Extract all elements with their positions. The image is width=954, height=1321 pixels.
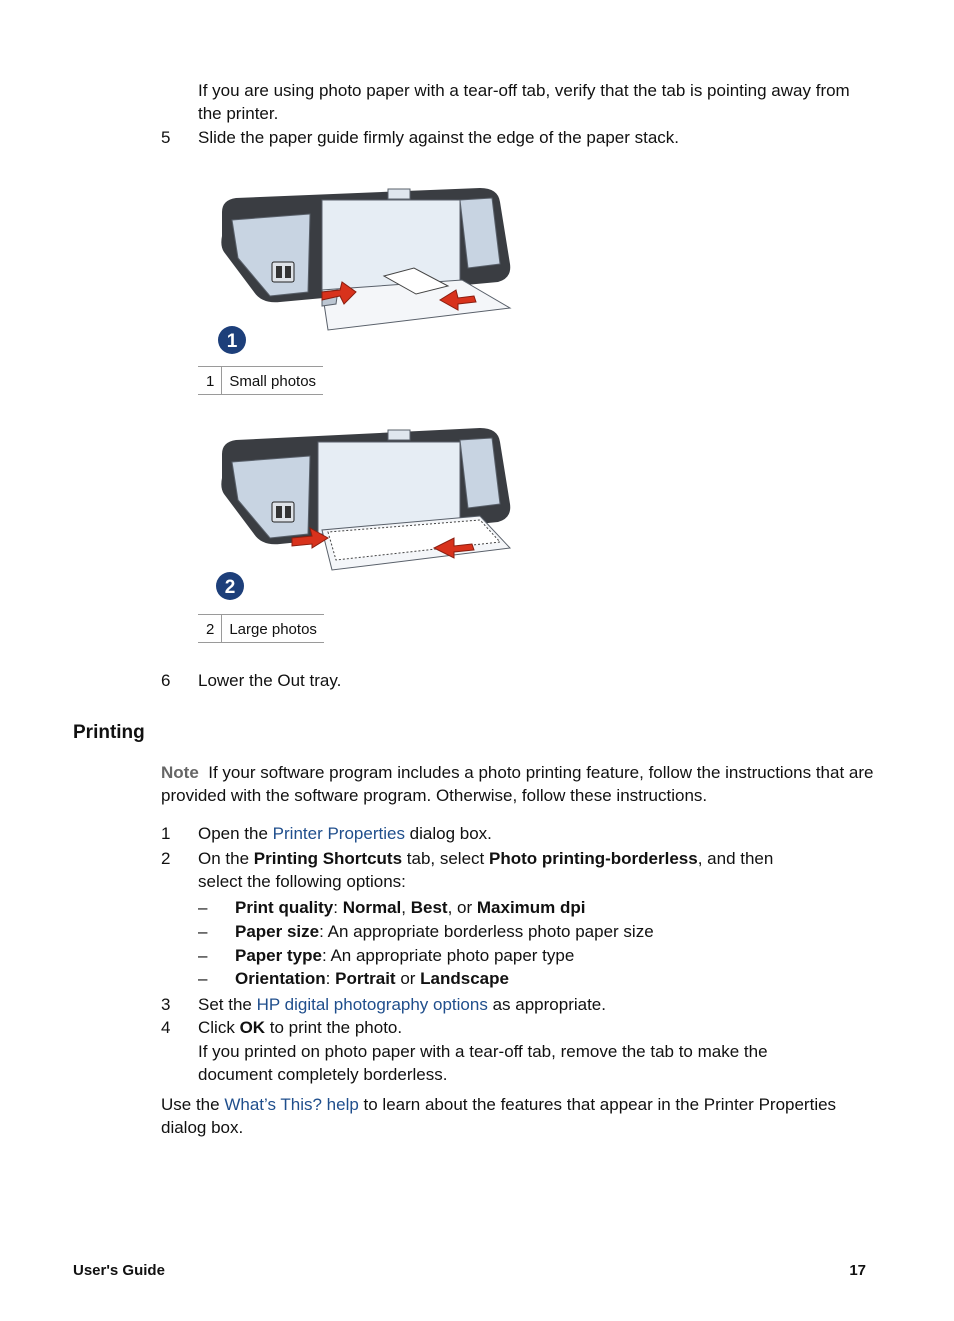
step-6-number: 6 [161,671,171,690]
step-4-extra: If you printed on photo paper with a tear-off tab, remove the tab to make the document completely borderless. [198,1042,768,1084]
step-4-post: to print the photo. [265,1018,403,1037]
printer-illustration-small-photos [210,180,520,358]
step-5-number: 5 [161,128,171,147]
step-5-text: Slide the paper guide firmly against the edge of the paper stack. [198,128,680,147]
option-value: Landscape [420,969,509,988]
option-dash: – [198,946,208,965]
option-value: Normal [342,898,402,917]
option-value: Best [410,898,448,917]
closing-paragraph [161,1093,841,1139]
note-paragraph [161,761,881,807]
figure-2-caption [198,614,324,643]
footer-guide-title: User's Guide [73,1262,165,1279]
step-6-text: Lower the Out tray. [198,671,342,690]
caption-2-number: 2 [198,615,222,643]
step-3-pre: Set the [198,995,257,1014]
whats-this-help-link[interactable]: What’s This? help [224,1095,359,1114]
tear-off-note: If you are using photo paper with a tear-off tab, verify that the tab is pointing away from the printer. [198,81,850,123]
note-text: If your software program includes a photo printing feature, follow the instructions that are provided with the software program. Otherwise, follow these instructions. [161,763,874,805]
option-label: Paper size [235,922,320,941]
option-orientation [235,967,509,990]
section-heading: Printing [73,722,145,743]
option-print-quality [235,896,586,919]
step-4-number: 4 [161,1018,171,1037]
step-1-number: 1 [161,824,171,843]
option-sep: , [401,898,411,917]
option-sep: , or [447,898,477,917]
caption-1-number: 1 [198,367,222,395]
step-4-text [198,1016,878,1039]
option-sep: or [395,969,421,988]
step-3-post: as appropriate. [487,995,606,1014]
photo-borderless-label: Photo printing-borderless [488,849,698,868]
figure-1-badge: 1 [226,331,238,352]
step-2-number: 2 [161,849,171,868]
option-paper-size [235,920,654,943]
figure-2-badge: 2 [224,577,236,598]
step-3-number: 3 [161,995,171,1014]
printer-properties-link[interactable]: Printer Properties [272,824,405,843]
printing-shortcuts-label: Printing Shortcuts [253,849,403,868]
printer-illustration-large-photos [210,420,520,606]
option-paper-type [235,944,574,967]
option-rest: : An appropriate photo paper type [321,946,575,965]
option-dash: – [198,898,208,917]
step-1-post: dialog box. [404,824,492,843]
caption-2-text: Large photos [222,615,324,643]
option-rest: : An appropriate borderless photo paper size [319,922,654,941]
hp-digital-photography-link[interactable]: HP digital photography options [256,995,488,1014]
ok-label: OK [239,1018,266,1037]
step-3-text [198,993,878,1016]
figure-1-caption [198,366,323,395]
step-2-post: , and then [697,849,774,868]
footer-page-number: 17 [849,1262,866,1279]
step-2-mid: tab, select [402,849,489,868]
option-sep: : [333,898,343,917]
option-label: Paper type [235,946,322,965]
step-2-line2: select the following options: [198,872,406,891]
option-value: Maximum dpi [476,898,586,917]
closing-pre: Use the [161,1095,225,1114]
step-2-pre: On the [198,849,254,868]
closing-post: to learn about the features that appear in the Printer Properties dialog box. [161,1095,837,1137]
step-2-text [198,847,878,870]
step-4-pre: Click [198,1018,240,1037]
option-label: Print quality [235,898,334,917]
step-1-text [198,822,878,845]
step-1-pre: Open the [198,824,273,843]
option-label: Orientation [235,969,326,988]
note-label: Note [161,763,199,782]
caption-1-text: Small photos [222,367,323,395]
option-sep: : [325,969,336,988]
option-dash: – [198,922,208,941]
option-dash: – [198,969,208,988]
option-value: Portrait [335,969,396,988]
